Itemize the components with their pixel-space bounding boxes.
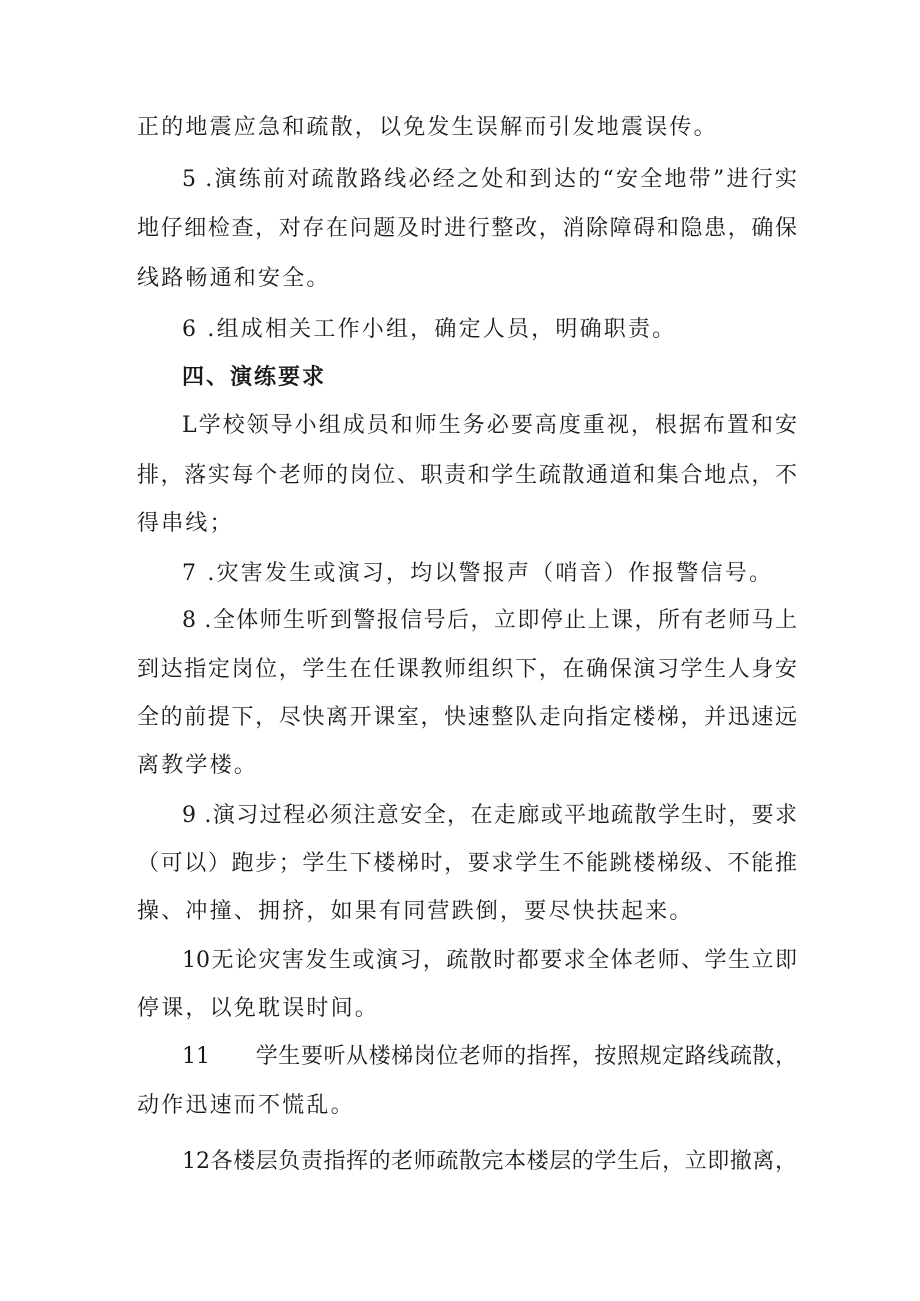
text-line: 12各楼层负责指挥的老师疏散完本楼层的学生后，立即撤离， xyxy=(182,1149,797,1174)
text-line: 得串线； xyxy=(137,511,234,536)
text-line: 动作迅速而不慌乱。 xyxy=(137,1093,355,1118)
text-line: 停课，以免耽误时间。 xyxy=(137,996,380,1021)
text-line: （可以）跑步；学生下楼梯时，要求学生不能跳楼梯级、不能推 xyxy=(137,851,797,876)
text-line: 操、冲撞、拥挤，如果有同营跌倒，要尽快扶起来。 xyxy=(137,899,694,924)
text-line: 线路畅通和安全。 xyxy=(137,266,331,291)
text-line: 10无论灾害发生或演习，疏散时都要求全体老师、学生立即 xyxy=(182,948,797,973)
text-line: 5 .演练前对疏散路线必经之处和到达的“安全地带”进行实 xyxy=(182,167,797,192)
text-line: 离教学楼。 xyxy=(137,753,259,778)
text-line: 正的地震应急和疏散，以免发生误解而引发地震误传。 xyxy=(137,115,718,140)
text-line: 9 .演习过程必须注意安全，在走廊或平地疏散学生时，要求 xyxy=(182,803,797,828)
section-heading: 四、演练要求 xyxy=(182,365,327,390)
text-line: 7 .灾害发生或演习，均以警报声（哨音）作报警信号。 xyxy=(182,561,774,586)
text-line: 排，落实每个老师的岗位、职责和学生疏散通道和集合地点，不 xyxy=(137,463,797,488)
text-line: L学校领导小组成员和师生务必要高度重视，根据布置和安 xyxy=(182,413,797,438)
text-line: 6 .组成相关工作小组，确定人员，明确职责。 xyxy=(182,317,677,342)
text-line: 全的前提下，尽快离开课室，快速整队走向指定楼梯，并迅速远 xyxy=(137,705,797,730)
text-line: 到达指定岗位，学生在任课教师组织下，在确保演习学生人身安 xyxy=(137,657,797,682)
text-line: 11 学生要听从楼梯岗位老师的指挥，按照规定路线疏散， xyxy=(182,1044,797,1069)
text-line: 8 .全体师生听到警报信号后，立即停止上课，所有老师马上 xyxy=(182,608,797,633)
text-line: 地仔细检查，对存在问题及时进行整改，消除障碍和隐患，确保 xyxy=(137,216,797,241)
